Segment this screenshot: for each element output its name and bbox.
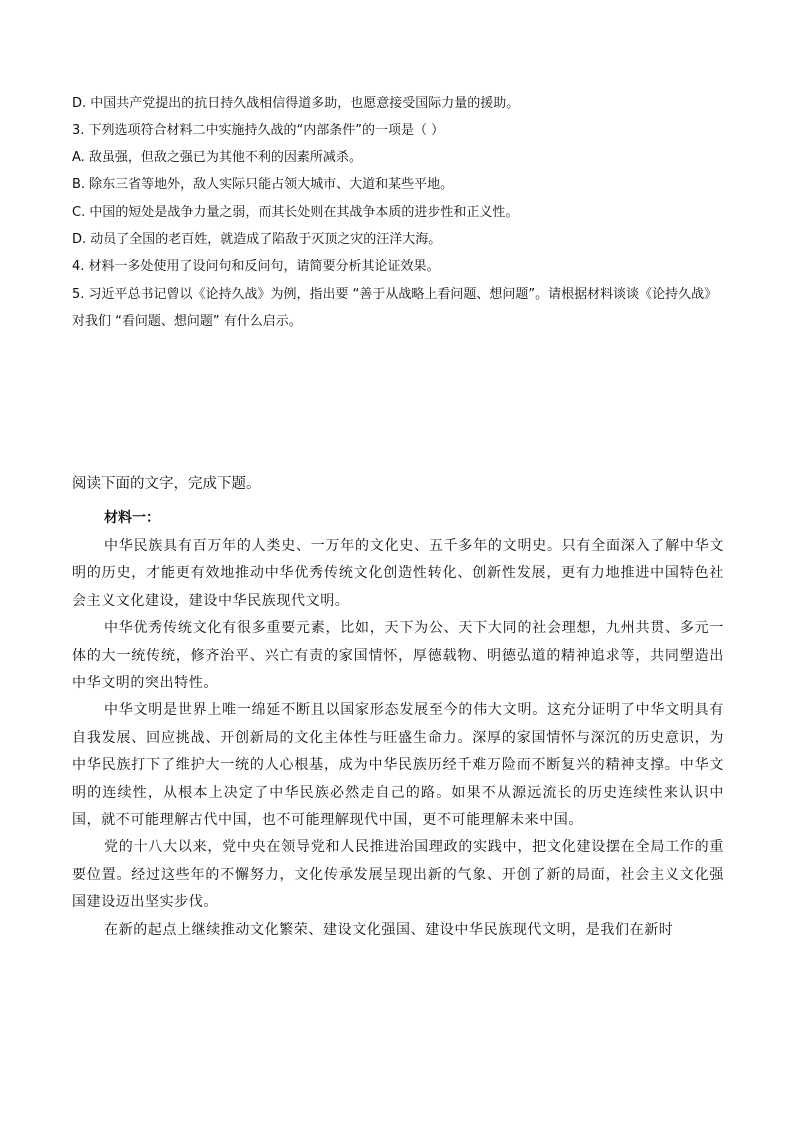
reading-passage [72, 533, 724, 944]
passage-paragraph-4: 党的十八大以来，党中央在领导党和人民推进治国理政的实践中，把文化建设摆在全局工作的重要位置。经过这些年的不懈努力，文化传承发展呈现出新的气象、开创了新的局面，社会主义文化强国建设迈出坚实步伐。 [72, 839, 724, 911]
reading-instruction: 阅读下面的文字，完成下题。 [72, 476, 261, 492]
passage-paragraph-2: 中华优秀传统文化有很多重要元素，比如，天下为公、天下大同的社会理想，九州共贯、多元一体的大一统传统，修齐治平、兴亡有责的家国情怀，厚德载物、明德弘道的精神追求等，共同塑造出中华文明的突出特性。 [72, 620, 724, 692]
option-d-previous: D. 中国共产党提出的抗日持久战相信得道多助，也愿意接受国际力量的援助。 [72, 96, 520, 111]
passage-paragraph-1: 中华民族具有百万年的人类史、一万年的文化史、五千多年的文明史。只有全面深入了解中华文明的历史，才能更有效地推动中华优秀传统文化创造性转化、创新性发展，更有力地推进中国特色社会主义文化建设，建设中华民族现代文明。 [72, 538, 724, 609]
question-3-option-b: B. 除东三省等地外，敌人实际只能占领大城市、大道和某些平地。 [72, 177, 454, 192]
question-5: 5. 习近平总书记曾以《论持久战》为例，指出要 “善于从战略上看问题、想问题”。请根据材料谈谈《论持久战》对我们 “看问题、想问题” 有什么启示。 [72, 287, 718, 329]
passage-paragraph-3: 中华文明是世界上唯一绵延不断且以国家形态发展至今的伟大文明。这充分证明了中华文明具有自我发展、回应挑战、开创新局的文化主体性与旺盛生命力。深厚的家国情怀与深沉的历史意识，为中华民族打下了维护大一统的人心根基，成为中华民族历经千难万险而不断复兴的精神支撑。中华文明的连续性，从根本上决定了中华民族必然走自己的路。如果不从源远流长的历史连续性来认识中国，就不可能理解古代中国，也不可能理解现代中国，更不可能理解未来中国。 [72, 702, 724, 829]
question-3-option-d: D. 动员了全国的老百姓，就造成了陷敌于灭顶之灾的汪洋大海。 [72, 232, 442, 247]
passage-paragraph-5: 在新的起点上继续推动文化繁荣、建设文化强国、建设中华民族现代文明，是我们在新时 [104, 921, 674, 938]
material-title: 材料一： [104, 510, 160, 526]
question-3-option-c: C. 中国的短处是战争力量之弱，而其长处则在其战争本质的进步性和正义性。 [72, 205, 519, 220]
question-3-option-a: A. 敌虽强，但敌之强已为其他不利的因素所减杀。 [72, 150, 362, 165]
question-4: 4. 材料一多处使用了设问句和反问句，请简要分析其论证效果。 [72, 259, 440, 274]
question-3-stem: 3. 下列选项符合材料二中实施持久战的“内部条件”的一项是（ ） [72, 123, 445, 138]
